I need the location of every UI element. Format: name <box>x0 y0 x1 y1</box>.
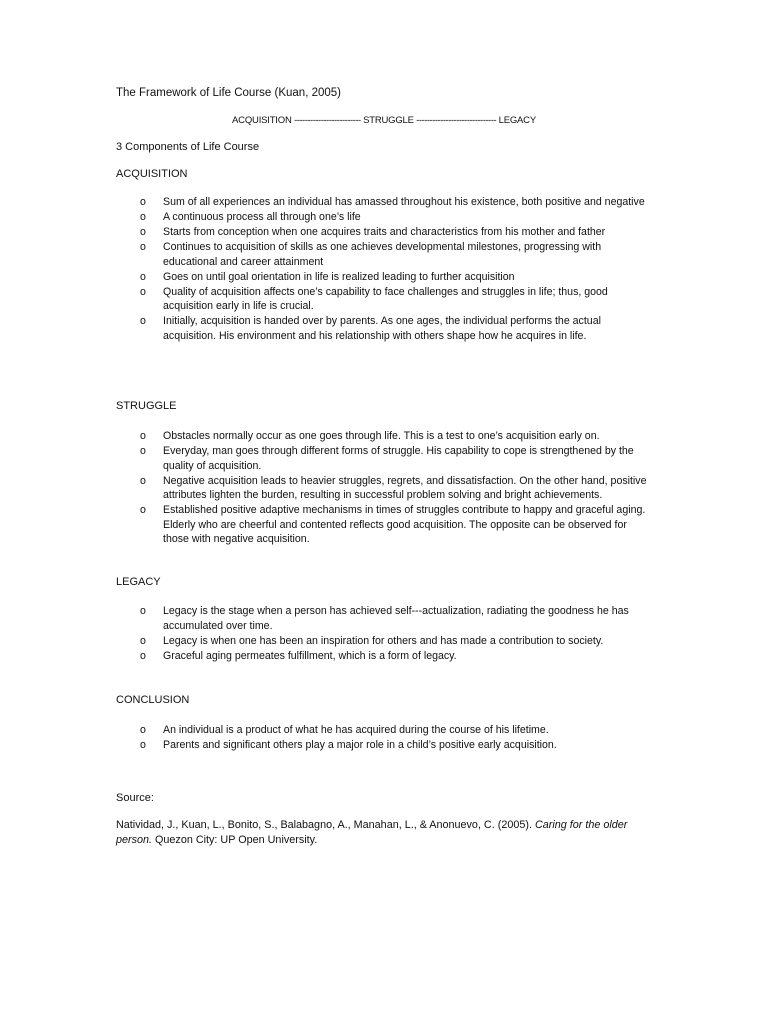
bullet-marker: o <box>140 241 146 253</box>
list-item <box>140 195 655 210</box>
list-item-text: Continues to acquisition of skills as one achieves developmental milestones, progressing with educational and career attainment <box>163 241 602 268</box>
struggle-list <box>140 429 655 547</box>
acquisition-list <box>140 195 655 344</box>
conclusion-heading: CONCLUSION <box>116 694 190 706</box>
reference-citation <box>116 818 641 848</box>
list-item-text: Established positive adaptive mechanisms in times of struggles contribute to happy and graceful aging. Elderly who are cheerful and contented reflects good acquisition. The opposite can be observed for those with negative acquisition. <box>163 504 646 545</box>
list-item <box>140 210 655 225</box>
struggle-heading: STRUGGLE <box>116 400 177 412</box>
document-title: The Framework of Life Course (Kuan, 2005) <box>116 87 341 99</box>
bullet-marker: o <box>140 605 146 617</box>
reference-book-title: Caring for the older person. <box>116 819 628 846</box>
bullet-marker: o <box>140 504 146 516</box>
list-item-text: Sum of all experiences an individual has amassed throughout his existence, both positive and negative <box>163 196 645 208</box>
list-item <box>140 723 655 738</box>
bullet-marker: o <box>140 285 146 298</box>
bullet-marker: o <box>140 211 146 223</box>
reference-publisher: Quezon City: UP Open University. <box>155 834 318 846</box>
flow-struggle: STRUGGLE <box>363 115 414 126</box>
bullet-marker: o <box>140 430 146 442</box>
list-item <box>140 634 655 649</box>
components-heading: 3 Components of Life Course <box>116 141 260 153</box>
flow-dash: ------------------------- <box>294 115 361 126</box>
list-item-text: Parents and significant others play a major role in a child’s positive early acquisition. <box>163 739 557 751</box>
legacy-heading: LEGACY <box>116 576 161 588</box>
reference-authors: Natividad, J., Kuan, L., Bonito, S., Balabagno, A., Manahan, L., & Anonuevo, C. (2005). <box>116 819 532 831</box>
list-item-text: A continuous process all through one’s life <box>163 211 361 223</box>
list-item-text: Negative acquisition leads to heavier struggles, regrets, and dissatisfaction. On the other hand, positive attributes lighten the burden, resulting in successful problem solving and bright achievements. <box>163 474 647 501</box>
list-item <box>140 474 655 503</box>
list-item <box>140 444 655 473</box>
bullet-marker: o <box>140 445 146 457</box>
list-item-text: Graceful aging permeates fulfillment, which is a form of legacy. <box>163 649 457 662</box>
list-item <box>140 225 655 240</box>
bullet-marker: o <box>140 270 146 283</box>
life-course-flow <box>0 115 768 126</box>
list-item-text: An individual is a product of what he has acquired during the course of his lifetime. <box>163 724 549 736</box>
list-item-text: Legacy is the stage when a person has achieved self---actualization, radiating the goodness he has accumulated over time. <box>163 605 629 632</box>
acquisition-heading: ACQUISITION <box>116 168 188 180</box>
list-item <box>140 314 655 343</box>
list-item <box>140 240 655 269</box>
bullet-marker: o <box>140 474 146 487</box>
list-item <box>140 604 655 633</box>
list-item <box>140 738 655 753</box>
bullet-marker: o <box>140 649 146 662</box>
flow-acquisition: ACQUISITION <box>232 115 292 126</box>
legacy-list <box>140 604 655 664</box>
list-item-text: Initially, acquisition is handed over by parents. As one ages, the individual performs the actual acquisition. His environment and his relationship with others shape how he acquires in life. <box>163 315 601 342</box>
conclusion-list <box>140 723 655 753</box>
bullet-marker: o <box>140 315 146 327</box>
bullet-marker: o <box>140 724 146 736</box>
list-item-text: Starts from conception when one acquires traits and characteristics from his mother and father <box>163 226 606 238</box>
source-label: Source: <box>116 792 154 804</box>
list-item <box>140 285 655 314</box>
flow-legacy: LEGACY <box>498 115 536 126</box>
list-item <box>140 270 655 285</box>
bullet-marker: o <box>140 196 146 208</box>
list-item-text: Legacy is when one has been an inspiration for others and has made a contribution to society. <box>163 634 604 647</box>
list-item <box>140 429 655 444</box>
list-item-text: Obstacles normally occur as one goes through life. This is a test to one’s acquisition early on. <box>163 430 600 442</box>
bullet-marker: o <box>140 739 146 751</box>
list-item-text: Quality of acquisition affects one’s capability to face challenges and struggles in life; thus, good acquisition early in life is crucial. <box>163 285 608 312</box>
list-item-text: Goes on until goal orientation in life is realized leading to further acquisition <box>163 270 515 283</box>
bullet-marker: o <box>140 226 146 238</box>
bullet-marker: o <box>140 634 146 647</box>
list-item <box>140 503 655 547</box>
list-item <box>140 649 655 664</box>
list-item-text: Everyday, man goes through different forms of struggle. His capability to cope is strengthened by the quality of acquisition. <box>163 445 634 472</box>
flow-dash: ------------------------------ <box>416 115 497 126</box>
